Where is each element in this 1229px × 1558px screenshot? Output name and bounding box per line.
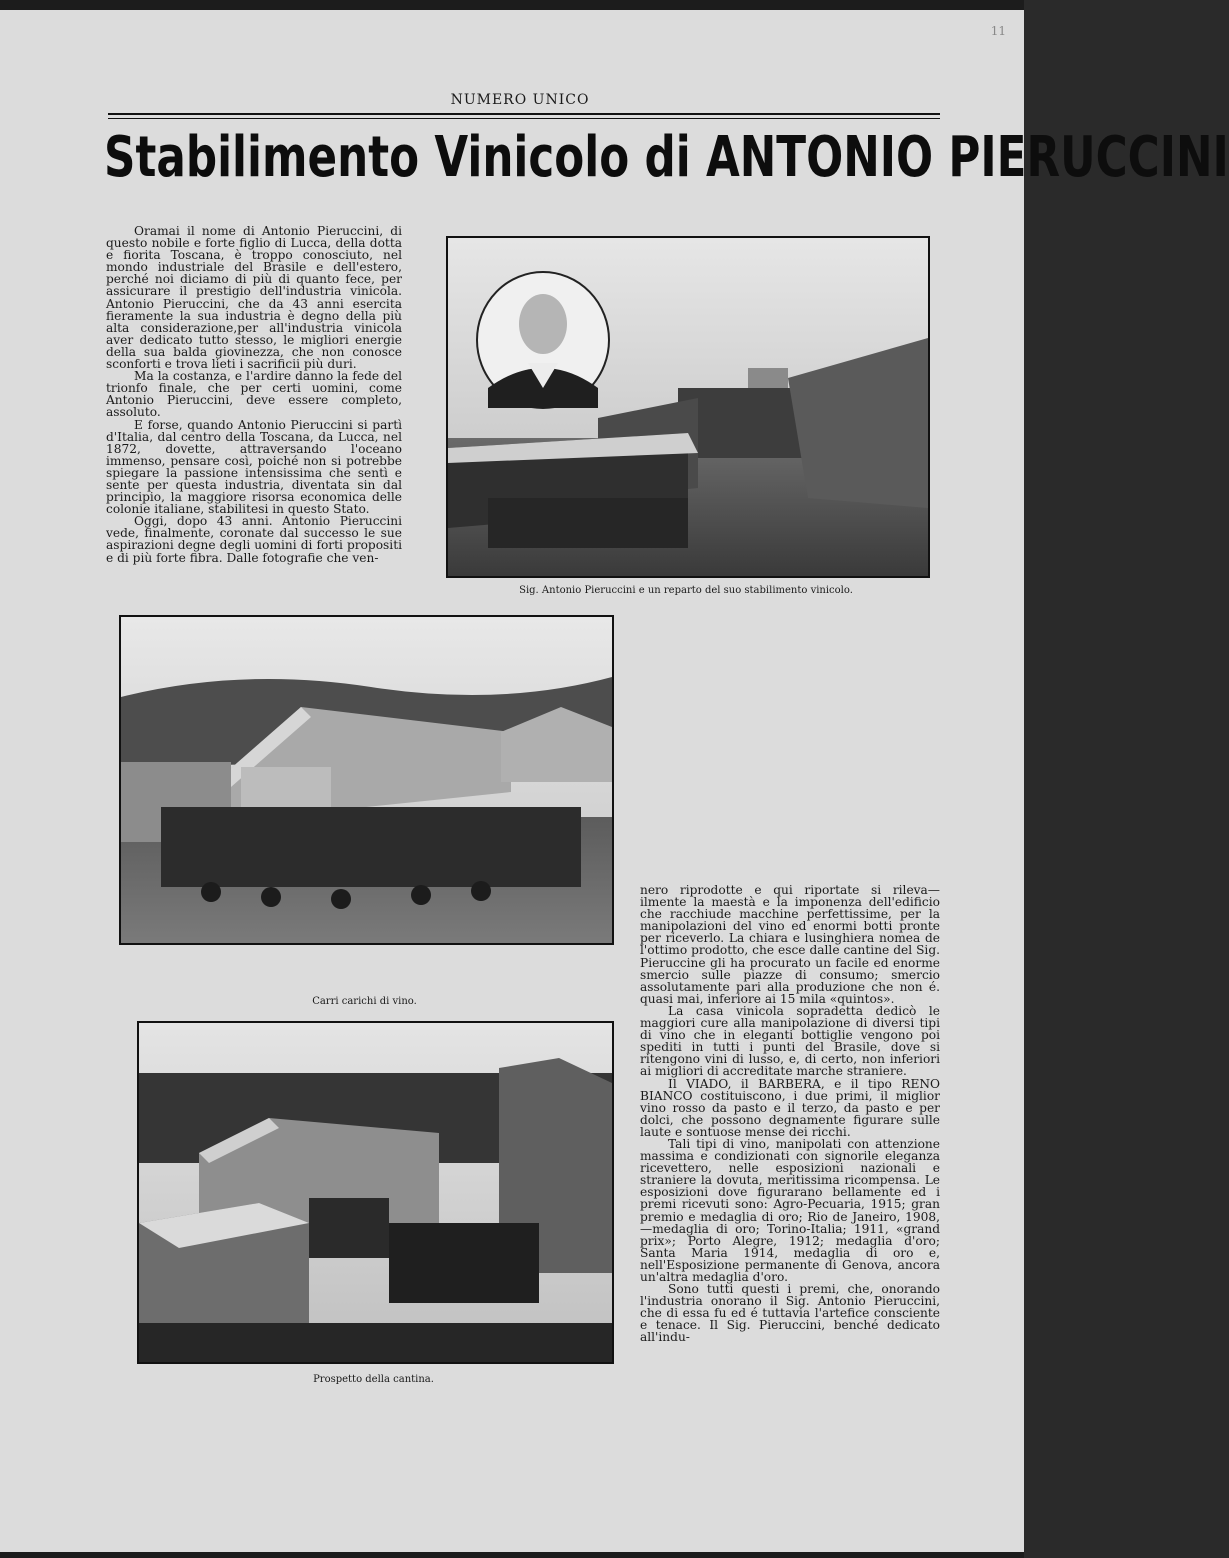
paragraph: Oggi, dopo 43 anni. Antonio Pieruccini vede, finalmente, coronate dal successo le sue aspirazioni degne degli uomini di forti propositi e di più forte fibra. Dalle fotografie che ven- xyxy=(106,514,402,565)
paragraph: Ma la costanza, e l'ardire danno la fede del trionfo finale, che per certi uomini, come Antonio Pieruccini, deve essere completo, assoluto. xyxy=(106,369,402,420)
photo-cellar-view-image xyxy=(139,1023,612,1362)
paragraph: Il VIADO, il BARBERA, e il tipo RENO BIANCO costituiscono, i due primi, il miglior vino rosso da pasto e il terzo, da pasto e per dolci, che possono degnamente figurare sulle laute e sontuose mense dei ricchi. xyxy=(640,1076,940,1139)
caption-photo3: Prospetto della cantina. xyxy=(313,1374,434,1385)
page-number: 11 xyxy=(990,24,1006,38)
photo-wine-carts xyxy=(119,615,614,945)
caption-photo2: Carri carichi di vino. xyxy=(312,996,417,1007)
scan-edge-bottom xyxy=(0,1552,1024,1558)
paragraph: nero riprodotte e qui riportate si rileva— ilmente la maestà e la imponenza dell'edificio che racchiude macchine perfettissime, per la manipolazioni del vino ed enormi botti pronte per riceverlo. La chiara e lusinghiera nomea de l'ottimo prodotto, che esce dalle cantine del Sig. Pieruccine gli ha procurato un facile ed enorme smercio sulle piazze di consumo; smercio assolutamente pari alla produzione che non é. quasi mai, inferiore ai 15 mila «quintos». xyxy=(640,883,940,1006)
paragraph: La casa vinicola sopradetta dedicò le maggiori cure alla manipolazione di diversi tipi di vino che in eleganti bottiglie vengono poi spediti in tutti i punti del Brasile, dove si ritengono vini di lusso, e, di certo, non inferiori ai migliori di accreditate marche straniere. xyxy=(640,1003,940,1079)
photo-cellar-view xyxy=(137,1021,614,1364)
header-rule xyxy=(108,113,940,115)
paragraph: Oramai il nome di Antonio Pieruccini, di questo nobile e forte figlio di Lucca, della dotta e fiorita Toscana, è troppo conosciuto, nel mondo industriale del Brasile e dell'estero, perché noi diciamo di più di quanto fece, per assicurare il prestigio dell'industria vinicola. Antonio Pieruccini, che da 43 anni esercita fieramente la sua industria è degno della più alta considerazione,per all'industria vinicola aver dedicato tutto stesso, le migliori energie della sua balda giovinezza, che non conosce sconforti e trova lieti i sacrificii più duri. xyxy=(106,224,402,372)
headline: Stabilimento Vinicolo di ANTONIO PIERUCCINI xyxy=(104,125,1229,190)
article-column-left xyxy=(106,225,402,585)
paragraph: E forse, quando Antonio Pieruccini si partì d'Italia, dal centro della Toscana, da Lucca, nel 1872, dovette, attraversando l'oceano immenso, pensare così, poiché non si potrebbe spiegare la passione intensissima che sentì e sente per questa industria, diventata sin dal principio, la maggiore risorsa economica delle colonie italiane, stabilitesi in questo Stato. xyxy=(106,417,402,517)
photo-pieruccini-winery-image xyxy=(448,238,928,576)
caption-photo1: Sig. Antonio Pieruccini e un reparto del suo stabilimento vinicolo. xyxy=(519,585,853,596)
photo-wine-carts-image xyxy=(121,617,612,943)
running-head: NUMERO UNICO xyxy=(450,92,590,108)
paragraph: Sono tutti questi i premi, che, onorando l'industria onorano il Sig. Antonio Pieruccini, che di essa fu ed é tuttavia l'artefice consciente e tenace. Il Sig. Pieruccini, benché dedicato all'indu- xyxy=(640,1282,940,1345)
scan-edge-top xyxy=(0,0,1024,10)
photo-pieruccini-winery xyxy=(446,236,930,578)
paragraph: Tali tipi di vino, manipolati con attenzione massima e condizionati con signorile eleganza ricevettero, nelle esposizioni nazionali e straniere la dovuta, meritissima ricompensa. Le esposizioni dove figurarano bellamente ed i premi ricevuti sono: Agro-Pecuaria, 1915; gran premio e medaglia di oro; Rio de Janeiro, 1908,—medaglia di oro; Torino-Italia; 1911, «grand prix»; Porto Alegre, 1912; medaglia d'oro; Santa Maria 1914, medaglia di oro e, nell'Esposizione permanente di Genova, ancora un'altra medaglia d'oro. xyxy=(640,1136,940,1284)
article-column-right xyxy=(640,884,940,1384)
